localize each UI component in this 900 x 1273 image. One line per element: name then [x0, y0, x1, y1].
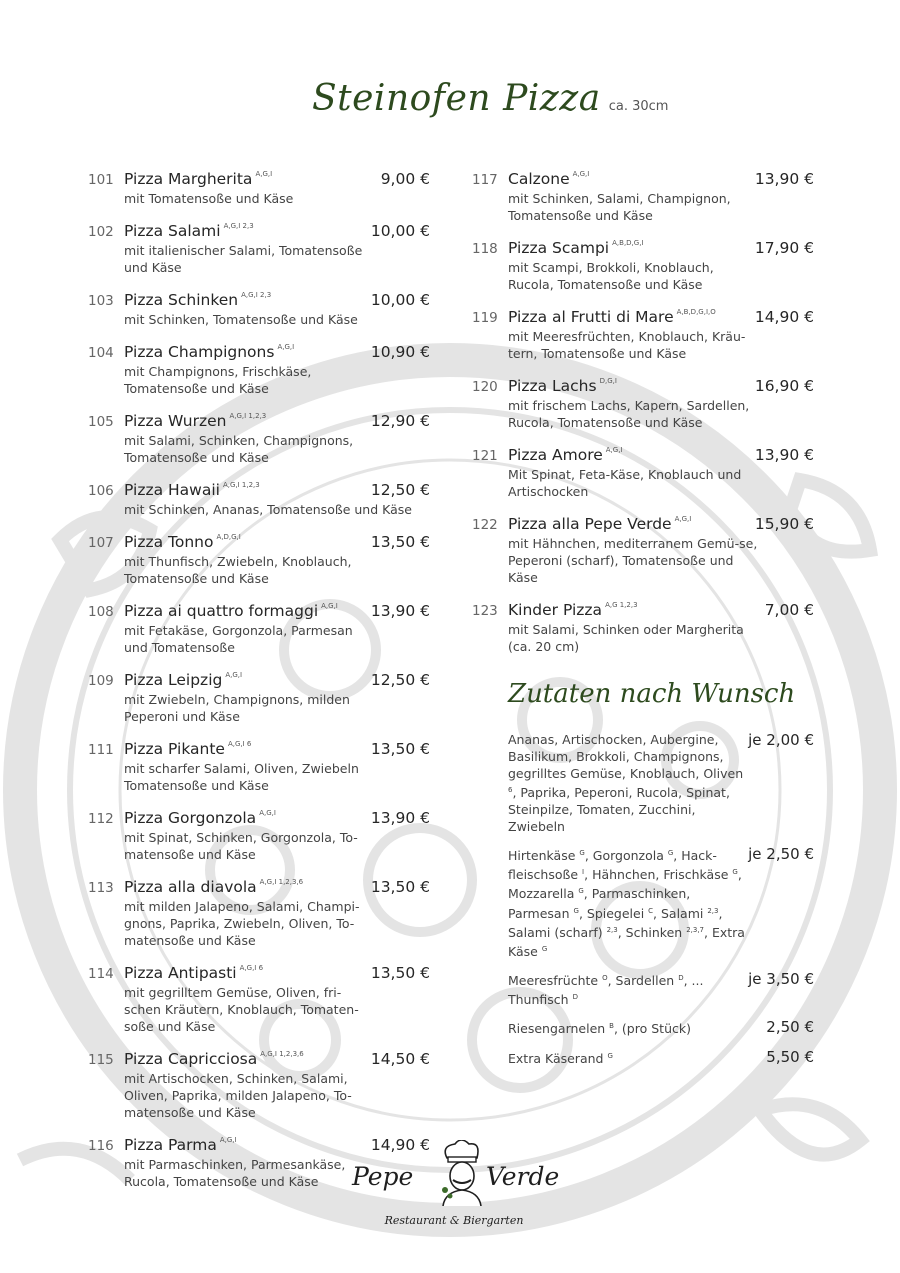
item-number: 122	[472, 517, 498, 533]
item-name	[124, 533, 241, 551]
item-price: 13,90 €	[370, 602, 430, 620]
item-header	[508, 601, 814, 619]
item-header	[124, 343, 430, 361]
allergen-codes: A,G,I	[674, 515, 692, 523]
item-price: 10,90 €	[370, 343, 430, 361]
allergen-codes: A,G 1,2,3	[605, 601, 638, 609]
item-description: mit Schinken, Ananas, Tomatensoße und Käse	[124, 502, 412, 517]
extra-price: je 2,50 €	[748, 845, 814, 864]
ingredient-text: , Gorgonzola	[584, 848, 668, 864]
item-price: 16,90 €	[754, 377, 814, 395]
menu-item	[472, 601, 814, 655]
item-header	[124, 964, 430, 982]
item-name-text: Pizza Hawaii	[124, 481, 220, 499]
allergen-codes: I	[582, 868, 585, 877]
allergen-codes: A,G,I 1,2,3	[229, 412, 267, 420]
item-number: 115	[88, 1052, 114, 1068]
item-price: 9,00 €	[380, 170, 430, 188]
item-name	[508, 170, 589, 188]
item-number: 111	[88, 742, 114, 758]
menu-item	[472, 239, 814, 293]
item-number: 117	[472, 172, 498, 188]
menu-item	[88, 671, 430, 725]
extra-price: je 2,00 €	[748, 731, 814, 749]
item-price: 12,50 €	[370, 671, 430, 689]
item-description: mit Tomatensoße und Käse	[124, 191, 294, 206]
ingredient-text: Meeresfrüchte	[508, 973, 603, 989]
menu-item	[88, 291, 430, 328]
item-header	[124, 222, 430, 240]
ingredient-text: , Paprika, Peperoni, Rucola, Spinat, Steinpilze, Tomaten, Zucchini, Zwiebeln	[508, 785, 730, 835]
allergen-codes: A,G,I 1,2,3	[222, 481, 260, 489]
logo-word-left: Pepe	[352, 1162, 414, 1191]
item-header	[508, 515, 814, 533]
item-name-text: Pizza ai quattro formaggi	[124, 602, 319, 620]
item-price: 13,50 €	[370, 964, 430, 982]
item-name-text: Pizza Amore	[508, 446, 603, 464]
menu-item	[472, 515, 814, 586]
item-price: 13,90 €	[370, 809, 430, 827]
item-name-text: Pizza Wurzen	[124, 412, 227, 430]
item-description: mit Schinken, Salami, Champignon, Tomatensoße und Käse	[508, 191, 731, 223]
item-name	[124, 671, 242, 689]
item-header	[124, 291, 430, 309]
item-name	[508, 239, 644, 257]
allergen-codes: G	[732, 868, 738, 877]
item-name	[124, 1136, 237, 1154]
item-number: 116	[88, 1138, 114, 1154]
ingredient-text: Extra Käserand	[508, 1050, 608, 1066]
extra-ingredients	[508, 1018, 746, 1037]
item-header	[124, 170, 430, 188]
allergen-codes: G	[607, 1051, 613, 1060]
allergen-codes: A,G,I 2,3	[223, 222, 254, 230]
allergen-codes: A,B,D,G,I	[612, 239, 644, 247]
item-header	[124, 1050, 430, 1068]
menu-item	[88, 222, 430, 276]
item-description: mit Spinat, Schinken, Gorgonzola, To-matensoße und Käse	[124, 830, 358, 862]
item-name-text: Pizza Tonno	[124, 533, 214, 551]
item-name	[508, 515, 691, 533]
item-number: 102	[88, 224, 114, 240]
ingredient-text: Riesengarnelen	[508, 1021, 610, 1037]
item-name	[124, 412, 266, 430]
item-price: 13,50 €	[370, 533, 430, 551]
restaurant-logo	[352, 1140, 560, 1240]
item-name	[508, 377, 617, 395]
extra-price: 5,50 €	[766, 1047, 814, 1066]
extra-ingredient-row	[472, 731, 814, 835]
item-name	[508, 446, 623, 464]
item-name	[124, 481, 260, 499]
item-description: mit Scampi, Brokkoli, Knoblauch, Rucola, Tomatensoße und Käse	[508, 260, 714, 292]
allergen-codes: 2,3,7	[686, 925, 704, 934]
item-name-text: Pizza Lachs	[508, 377, 597, 395]
extra-ingredients	[508, 1048, 746, 1067]
ingredient-text: , Spiegelei	[578, 905, 649, 921]
allergen-codes: A,G,I 1,2,3,6	[259, 878, 304, 886]
item-description: mit Zwiebeln, Champignons, milden Peperoni und Käse	[124, 692, 350, 724]
item-description: mit Hähnchen, mediterranem Gemü-se, Peperoni (scharf), Tomatensoße und Käse	[508, 536, 758, 585]
allergen-codes: D	[678, 974, 684, 983]
item-description: Mit Spinat, Feta-Käse, Knoblauch und Artischocken	[508, 467, 742, 499]
chef-icon	[435, 1140, 489, 1206]
item-name-text: Pizza Schinken	[124, 291, 239, 309]
ingredient-text: , Hack-fleischsoße	[508, 848, 717, 883]
allergen-codes: O	[602, 974, 608, 983]
item-description: mit Fetakäse, Gorgonzola, Parmesan und Tomatensoße	[124, 623, 353, 655]
item-price: 14,90 €	[370, 1136, 430, 1154]
item-name-text: Pizza al Frutti di Mare	[508, 308, 674, 326]
item-name	[124, 1050, 304, 1068]
allergen-codes: A,G,I	[259, 809, 276, 817]
item-name-text: Pizza Pikante	[124, 740, 225, 758]
item-description: mit scharfer Salami, Oliven, Zwiebeln Tomatensoße und Käse	[124, 761, 359, 793]
allergen-codes: C	[648, 906, 654, 915]
extra-price: 2,50 €	[766, 1018, 814, 1037]
logo-word-right: Verde	[486, 1162, 560, 1191]
item-number: 101	[88, 172, 114, 188]
item-header	[508, 308, 814, 326]
item-name-text: Pizza Capricciosa	[124, 1050, 258, 1068]
allergen-codes: A,G,I 1,2,3,6	[260, 1050, 304, 1058]
item-number: 113	[88, 880, 114, 896]
item-name	[124, 878, 303, 896]
item-number: 119	[472, 310, 498, 326]
item-price: 14,50 €	[370, 1050, 430, 1068]
item-name-text: Pizza Margherita	[124, 170, 253, 188]
item-price: 12,50 €	[370, 481, 430, 499]
allergen-codes: A,G,I	[277, 343, 295, 351]
item-name	[508, 308, 716, 326]
item-price: 14,90 €	[754, 308, 814, 326]
ingredient-text: , Salami	[653, 905, 708, 921]
item-description: mit gegrilltem Gemüse, Oliven, fri-schen Kräutern, Knoblauch, Tomaten-soße und Käse	[124, 985, 359, 1034]
extra-ingredient-row	[472, 970, 814, 1008]
extra-ingredients	[508, 970, 746, 1008]
item-price: 15,90 €	[754, 515, 814, 533]
allergen-codes: G	[579, 849, 585, 858]
right-item-list	[472, 170, 814, 655]
item-price: 10,00 €	[370, 222, 430, 240]
item-description: mit italienischer Salami, Tomatensoße und Käse	[124, 243, 363, 275]
extra-ingredients	[508, 731, 746, 835]
menu-item	[88, 533, 430, 587]
right-menu-column	[472, 170, 814, 1077]
item-name	[124, 343, 294, 361]
ingredient-text: , Extra Käse	[508, 924, 745, 960]
item-header	[124, 809, 430, 827]
ingredient-text: , (pro Stück)	[613, 1021, 691, 1037]
allergen-codes: G	[667, 849, 674, 858]
item-header	[124, 533, 430, 551]
item-name	[124, 964, 263, 982]
item-description: mit Parmaschinken, Parmesankäse, Rucola, Tomatensoße und Käse	[124, 1157, 346, 1189]
item-header	[508, 170, 814, 188]
item-name-text: Pizza Scampi	[508, 239, 610, 257]
ingredient-text: , ... Thunfisch	[508, 973, 704, 1008]
section-heading: Steinofen Pizza	[312, 78, 601, 119]
allergen-codes: A,G,I 6	[239, 964, 264, 972]
allergen-codes: 6	[508, 786, 513, 794]
item-number: 104	[88, 345, 114, 361]
item-header	[124, 878, 430, 896]
menu-item	[88, 878, 430, 949]
allergen-codes: A,G,I	[321, 602, 338, 610]
ingredient-text: , Schinken	[617, 924, 687, 940]
item-number: 118	[472, 241, 498, 257]
extra-ingredient-row	[472, 1018, 814, 1037]
menu-item	[88, 481, 430, 518]
item-number: 123	[472, 603, 498, 619]
item-name	[124, 809, 276, 827]
allergen-codes: A,G,I 6	[227, 740, 252, 748]
allergen-codes: A,G,I	[225, 671, 243, 679]
allergen-codes: D	[572, 993, 578, 1002]
item-name	[508, 601, 638, 619]
item-number: 108	[88, 604, 114, 620]
menu-item	[88, 343, 430, 397]
extra-ingredient-row	[472, 845, 814, 960]
item-name-text: Kinder Pizza	[508, 601, 603, 619]
item-number: 120	[472, 379, 498, 395]
item-price: 17,90 €	[754, 239, 814, 257]
allergen-codes: D,G,I	[599, 377, 617, 385]
extra-price: je 3,50 €	[748, 970, 814, 989]
item-number: 109	[88, 673, 114, 689]
item-price: 12,90 €	[370, 412, 430, 430]
item-number: 105	[88, 414, 114, 430]
allergen-codes: A,B,D,G,I,O	[676, 308, 716, 316]
allergen-codes: G	[578, 887, 584, 896]
menu-title	[312, 78, 668, 119]
item-header	[508, 377, 814, 395]
item-header	[124, 740, 430, 758]
item-header	[508, 239, 814, 257]
allergen-codes: G	[573, 906, 579, 915]
menu-item	[88, 412, 430, 466]
item-number: 107	[88, 535, 114, 551]
menu-item	[88, 602, 430, 656]
extras-heading: Zutaten nach Wunsch	[508, 679, 796, 709]
allergen-codes: A,G,I	[572, 170, 590, 178]
menu-item	[472, 377, 814, 431]
menu-item	[472, 170, 814, 224]
item-description: mit Artischocken, Schinken, Salami, Oliven, Paprika, milden Jalapeno, To-matensoße und Käse	[124, 1071, 352, 1120]
allergen-codes: A,G,I	[219, 1136, 237, 1144]
menu-item	[472, 446, 814, 500]
allergen-codes: A,D,G,I	[216, 533, 241, 541]
item-number: 103	[88, 293, 114, 309]
ingredient-text: Hirtenkäse	[508, 848, 580, 864]
item-price: 10,00 €	[370, 291, 430, 309]
item-price: 13,90 €	[754, 446, 814, 464]
item-header	[508, 446, 814, 464]
item-price: 13,50 €	[370, 878, 430, 896]
item-name-text: Pizza Champignons	[124, 343, 275, 361]
item-price: 13,50 €	[370, 740, 430, 758]
menu-item	[88, 740, 430, 794]
item-header	[124, 412, 430, 430]
allergen-codes: G	[541, 944, 548, 953]
menu-item	[472, 308, 814, 362]
item-number: 106	[88, 483, 114, 499]
ingredient-text: , Sardellen	[607, 973, 679, 989]
item-name	[124, 740, 251, 758]
logo-tagline: Restaurant & Biergarten	[384, 1214, 524, 1227]
item-header	[124, 481, 430, 499]
menu-item	[88, 1050, 430, 1121]
item-name-text: Pizza alla Pepe Verde	[508, 515, 672, 533]
item-name-text: Pizza Gorgonzola	[124, 809, 257, 827]
allergen-codes: A,G,I	[605, 446, 623, 454]
item-description: mit Schinken, Tomatensoße und Käse	[124, 312, 358, 327]
item-name-text: Pizza Parma	[124, 1136, 217, 1154]
allergen-codes: 2,3	[606, 925, 618, 934]
ingredient-text: Ananas, Artischocken, Aubergine, Basilikum, Brokkoli, Champignons, gegrilltes Gemüse, Knoblauch, Oliven	[508, 732, 744, 781]
item-price: 7,00 €	[764, 601, 814, 619]
item-header	[124, 671, 430, 689]
item-description: mit Thunfisch, Zwiebeln, Knoblauch, Tomatensoße und Käse	[124, 554, 352, 586]
extra-ingredient-row	[472, 1048, 814, 1067]
menu-item	[88, 170, 430, 207]
allergen-codes: 2,3	[707, 906, 719, 915]
item-name	[124, 170, 272, 188]
menu-item	[88, 964, 430, 1035]
item-name-text: Pizza Antipasti	[124, 964, 237, 982]
extras-list	[472, 731, 814, 1067]
extra-ingredients	[508, 845, 746, 960]
item-description: mit Champignons, Frischkäse, Tomatensoße und Käse	[124, 364, 312, 396]
item-name-text: Pizza Leipzig	[124, 671, 223, 689]
ingredient-text: , Parmaschinken, Parmesan	[508, 886, 691, 921]
allergen-codes: A,G,I	[255, 170, 273, 178]
item-number: 121	[472, 448, 498, 464]
allergen-codes: A,G,I 2,3	[241, 291, 272, 299]
item-description: mit Salami, Schinken, Champignons, Tomatensoße und Käse	[124, 433, 354, 465]
item-price: 13,90 €	[754, 170, 814, 188]
item-header	[124, 602, 430, 620]
item-name	[124, 291, 271, 309]
item-number: 114	[88, 966, 114, 982]
item-name-text: Calzone	[508, 170, 570, 188]
size-note: ca. 30cm	[608, 99, 669, 114]
menu-item	[88, 809, 430, 863]
item-name	[124, 602, 338, 620]
left-menu-column	[88, 170, 430, 1205]
ingredient-text: , Mozzarella	[508, 867, 742, 902]
item-number: 112	[88, 811, 114, 827]
item-name	[124, 222, 254, 240]
ingredient-text: , Salami (scharf)	[508, 905, 723, 940]
item-description: mit frischem Lachs, Kapern, Sardellen, Rucola, Tomatensoße und Käse	[508, 398, 750, 430]
ingredient-text: , Hähnchen, Frischkäse	[584, 867, 733, 883]
item-name-text: Pizza alla diavola	[124, 878, 257, 896]
item-description: mit milden Jalapeno, Salami, Champi-gnons, Paprika, Zwiebeln, Oliven, To-matensoße und Käse	[124, 899, 360, 948]
item-description: mit Salami, Schinken oder Margherita (ca. 20 cm)	[508, 622, 744, 654]
allergen-codes: B	[609, 1022, 614, 1031]
item-name-text: Pizza Salami	[124, 222, 221, 240]
item-description: mit Meeresfrüchten, Knoblauch, Kräu-tern, Tomatensoße und Käse	[508, 329, 746, 361]
